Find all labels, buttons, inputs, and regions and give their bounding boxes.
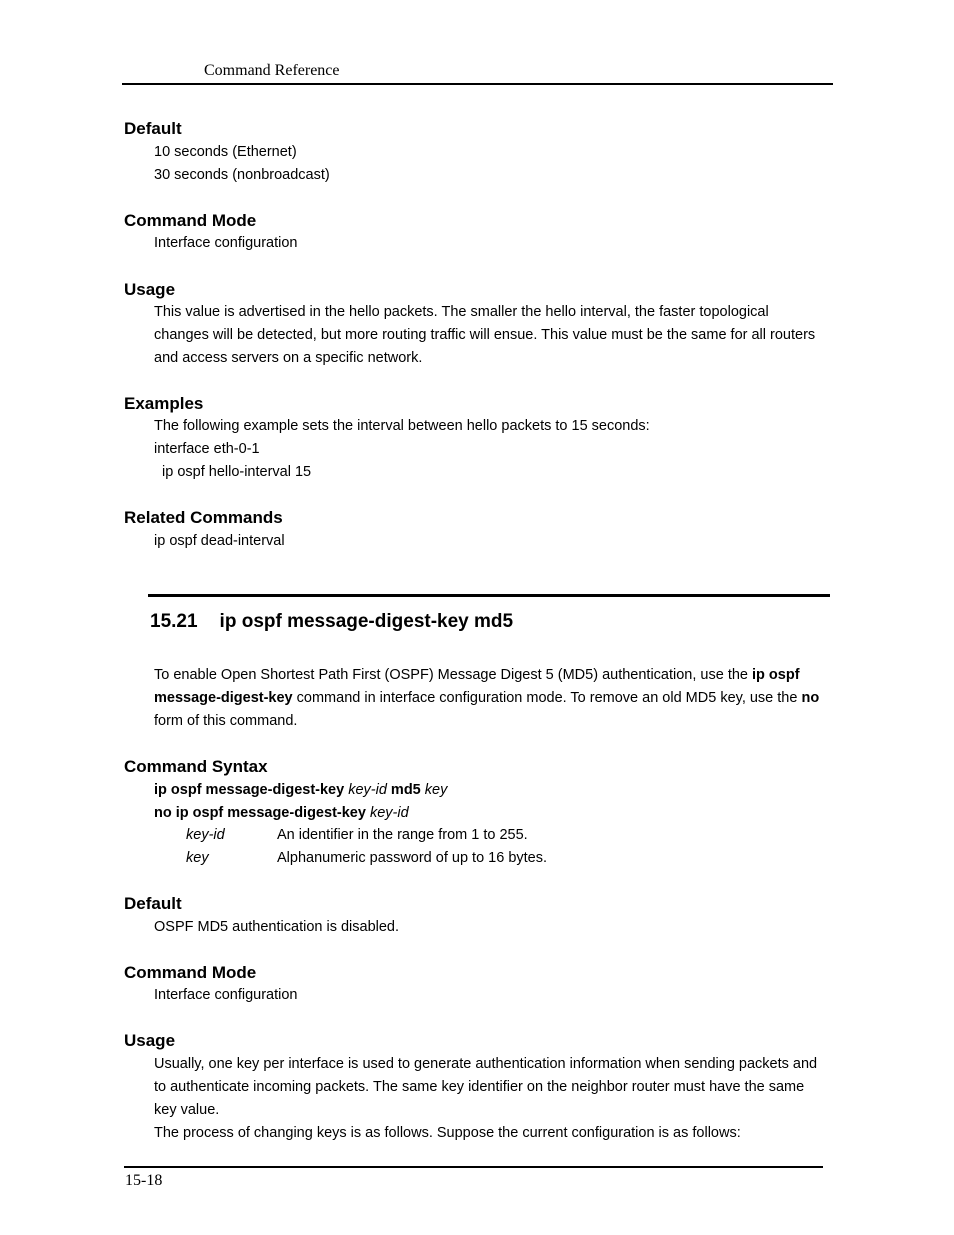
syntax-line: ip ospf message-digest-key key-id md5 key (154, 782, 448, 798)
section-rule (148, 594, 830, 597)
command-mode-text: Interface configuration (154, 235, 298, 251)
section-title-text: ip ospf message-digest-key md5 (219, 611, 514, 632)
intro-line: form of this command. (154, 713, 298, 729)
related-command: ip ospf dead-interval (154, 533, 285, 549)
usage-line: changes will be detected, but more routing traffic will ensue. This value must be the same for all routers (154, 327, 816, 343)
usage-line: and access servers on a specific network. (154, 350, 423, 366)
param-desc: An identifier in the range from 1 to 255. (277, 827, 528, 843)
example-code-line: interface eth-0-1 (154, 441, 260, 457)
usage-line: to authenticate incoming packets. The same key identifier on the neighbor router must have the same (154, 1079, 805, 1095)
usage-line: Usually, one key per interface is used to generate authentication information when sending packets and (154, 1056, 818, 1072)
example-code-line: ip ospf hello-interval 15 (162, 464, 312, 480)
usage-line: The process of changing keys is as follows. Suppose the current configuration is as follows: (154, 1125, 741, 1141)
usage-line: This value is advertised in the hello packets. The smaller the hello interval, the faster topological (154, 304, 769, 320)
usage-heading: Usage (124, 1031, 176, 1050)
intro-line: To enable Open Shortest Path First (OSPF) Message Digest 5 (MD5) authentication, use the ip ospf (154, 667, 800, 683)
command-mode-heading: Command Mode (124, 963, 257, 982)
default-text: OSPF MD5 authentication is disabled. (154, 919, 400, 935)
default-heading: Default (124, 894, 182, 913)
section-number: 15.21 (150, 611, 198, 632)
running-header: Command Reference (204, 62, 340, 79)
related-commands-heading: Related Commands (124, 508, 283, 527)
command-mode-heading: Command Mode (124, 211, 257, 230)
usage-heading: Usage (124, 280, 176, 299)
page-number: 15-18 (125, 1172, 163, 1189)
default-line: 30 seconds (nonbroadcast) (154, 167, 330, 183)
default-line: 10 seconds (Ethernet) (154, 144, 297, 160)
intro-line: message-digest-key command in interface configuration mode. To remove an old MD5 key, use the no (154, 690, 820, 706)
param-name: key (186, 850, 209, 866)
examples-line: The following example sets the interval between hello packets to 15 seconds: (154, 418, 650, 434)
syntax-line: no ip ospf message-digest-key key-id (154, 805, 409, 821)
examples-heading: Examples (124, 394, 204, 413)
usage-line: key value. (154, 1102, 220, 1118)
command-mode-text: Interface configuration (154, 987, 298, 1003)
section-title (150, 611, 513, 633)
header-rule (122, 83, 833, 85)
footer-rule (124, 1166, 823, 1168)
default-heading: Default (124, 119, 182, 138)
param-desc: Alphanumeric password of up to 16 bytes. (277, 850, 548, 866)
command-syntax-heading: Command Syntax (124, 757, 268, 776)
param-name: key-id (186, 827, 225, 843)
